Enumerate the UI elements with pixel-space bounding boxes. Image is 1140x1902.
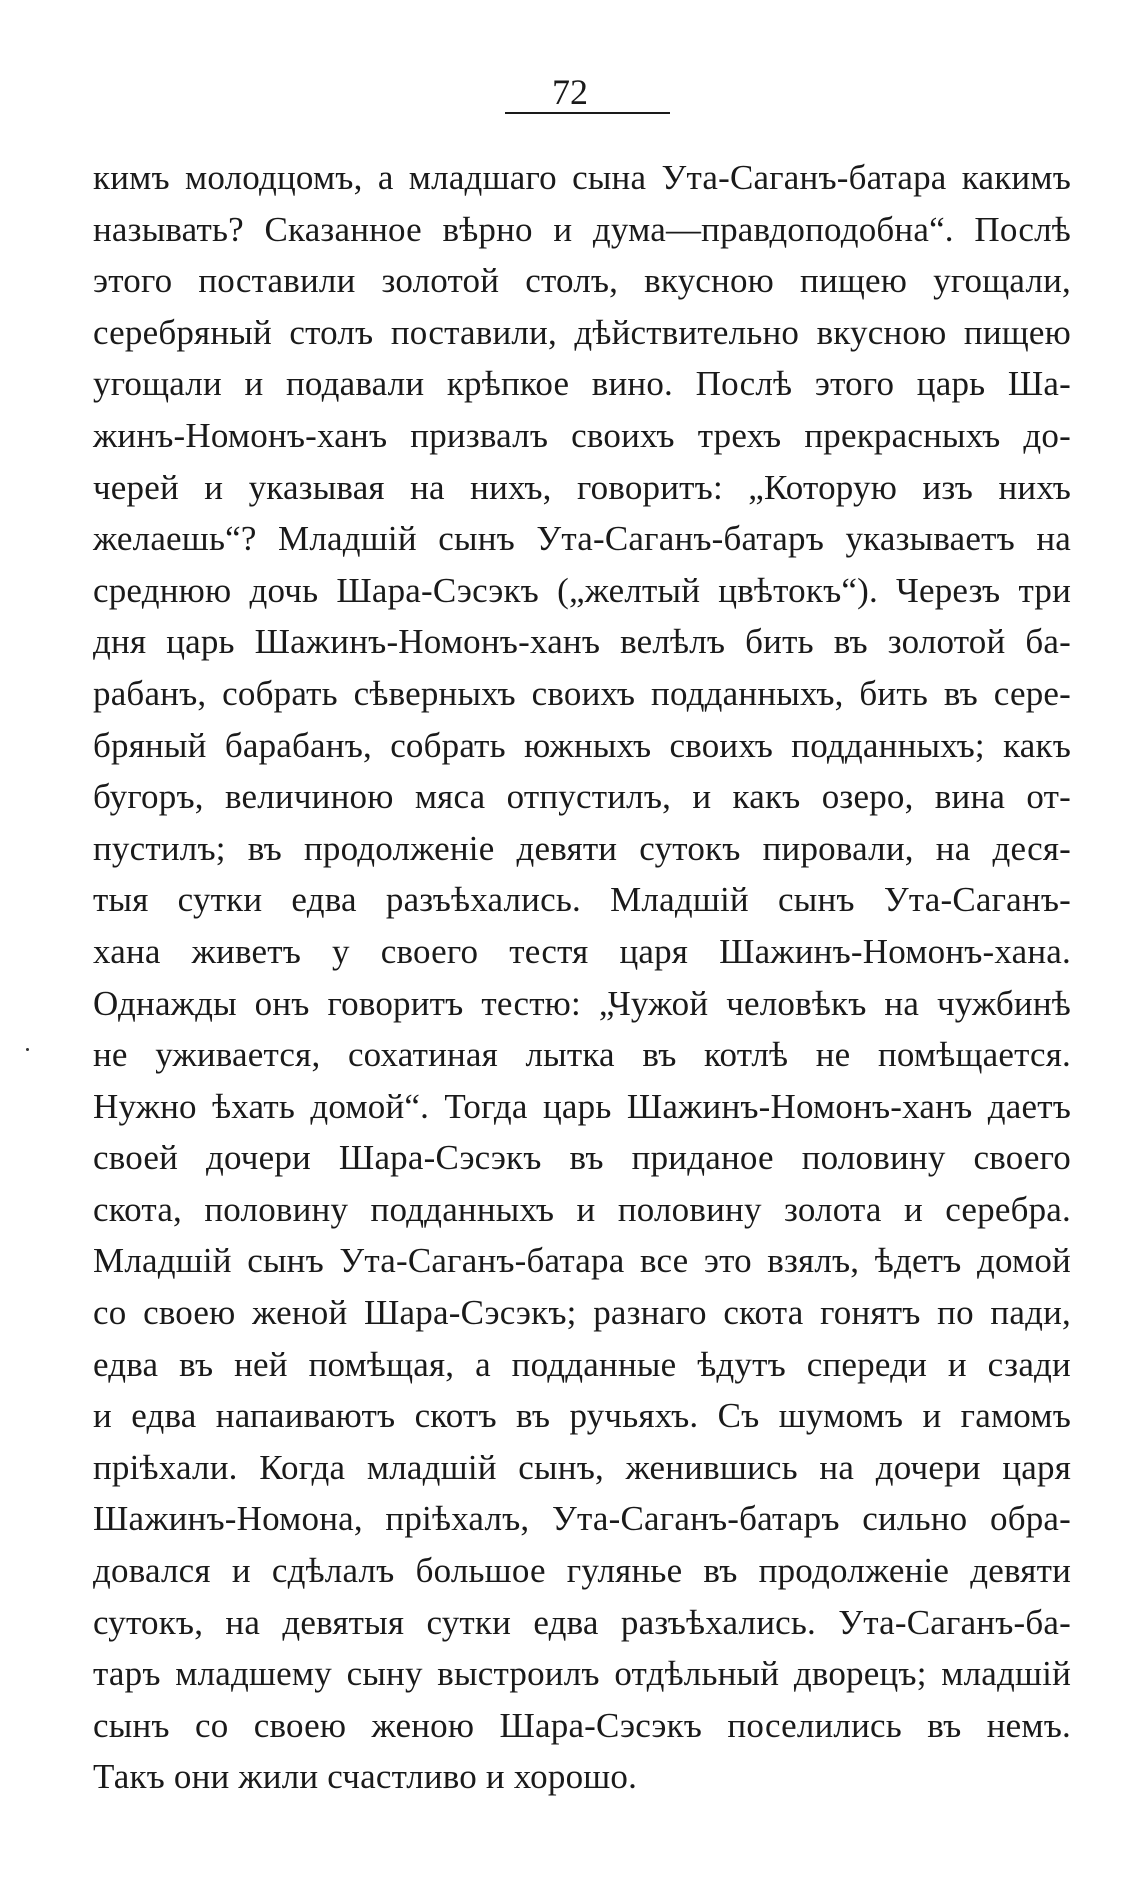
text-line: угощали и подавали крѣпкое вино. Послѣ этого царь Ша- bbox=[93, 364, 1071, 404]
page-number-rule bbox=[505, 112, 670, 114]
text-line: черей и указывая на нихъ, говоритъ: „Которую изъ нихъ bbox=[93, 467, 1071, 507]
text-line: скота, половину подданныхъ и половину золота и серебра. bbox=[93, 1189, 1071, 1229]
text-line: дня царь Шажинъ-Номонъ-ханъ велѣлъ бить въ золотой ба- bbox=[93, 622, 1071, 662]
text-line: Однажды онъ говоритъ тестю: „Чужой человѣкъ на чужбинѣ bbox=[93, 983, 1071, 1023]
text-line: сынъ со своею женою Шара-Сэсэкъ поселились въ немъ. bbox=[93, 1705, 1071, 1745]
text-line: таръ младшему сыну выстроилъ отдѣльный дворецъ; младшій bbox=[93, 1654, 1071, 1694]
text-line: этого поставили золотой столъ, вкусною пищею угощали, bbox=[93, 261, 1071, 301]
text-line: Такъ они жили счастливо и хорошо. bbox=[93, 1757, 638, 1797]
text-line: довался и сдѣлалъ большое гулянье въ продолженіе девяти bbox=[93, 1551, 1071, 1591]
text-line: не уживается, сохатиная лытка въ котлѣ не помѣщается. bbox=[93, 1035, 1071, 1075]
text-line: Младшій сынъ Ута-Саганъ-батара все это взялъ, ѣдетъ домой bbox=[93, 1241, 1071, 1281]
text-line: хана живетъ у своего тестя царя Шажинъ-Номонъ-хана. bbox=[93, 931, 1071, 971]
text-line: тыя сутки едва разъѣхались. Младшій сынъ Ута-Саганъ- bbox=[93, 880, 1071, 920]
text-line: и едва напаиваютъ скотъ въ ручьяхъ. Съ шумомъ и гамомъ bbox=[93, 1396, 1071, 1436]
text-line: Шажинъ-Номона, пріѣхалъ, Ута-Саганъ-батаръ сильно обра- bbox=[93, 1499, 1071, 1539]
scan-speck bbox=[26, 1048, 29, 1051]
text-line: среднюю дочь Шара-Сэсэкъ („желтый цвѣтокъ“). Черезъ три bbox=[93, 570, 1071, 610]
text-line: пріѣхали. Когда младшій сынъ, женившись на дочери царя bbox=[93, 1447, 1071, 1487]
text-line: со своею женой Шара-Сэсэкъ; разнаго скота гонятъ по пади, bbox=[93, 1293, 1071, 1333]
body-text bbox=[93, 152, 1071, 1803]
text-line: сутокъ, на девятыя сутки едва разъѣхались. Ута-Саганъ-ба- bbox=[93, 1602, 1071, 1642]
text-line: называть? Сказанное вѣрно и дума—правдоподобна“. Послѣ bbox=[93, 209, 1071, 249]
text-line: Нужно ѣхать домой“. Тогда царь Шажинъ-Номонъ-ханъ даетъ bbox=[93, 1086, 1071, 1126]
text-line: своей дочери Шара-Сэсэкъ въ приданое половину своего bbox=[93, 1138, 1071, 1178]
text-line: бряный барабанъ, собрать южныхъ своихъ подданныхъ; какъ bbox=[93, 725, 1071, 765]
text-line: жинъ-Номонъ-ханъ призвалъ своихъ трехъ прекрасныхъ до- bbox=[93, 415, 1071, 455]
page-number: 72 bbox=[552, 72, 588, 112]
text-line: бугоръ, величиною мяса отпустилъ, и какъ озеро, вина от- bbox=[93, 777, 1071, 817]
text-line: рабанъ, собрать сѣверныхъ своихъ подданныхъ, бить въ сере- bbox=[93, 673, 1071, 713]
text-line: пустилъ; въ продолженіе девяти сутокъ пировали, на деся- bbox=[93, 828, 1071, 868]
text-line: кимъ молодцомъ, а младшаго сына Ута-Саганъ-батара какимъ bbox=[93, 158, 1071, 197]
text-line: желаешь“? Младшій сынъ Ута-Саганъ-батаръ указываетъ на bbox=[93, 519, 1071, 559]
text-line: едва въ ней помѣщая, а подданные ѣдутъ спереди и сзади bbox=[93, 1344, 1071, 1384]
text-line: серебряный столъ поставили, дѣйствительно вкусною пищею bbox=[93, 312, 1071, 352]
